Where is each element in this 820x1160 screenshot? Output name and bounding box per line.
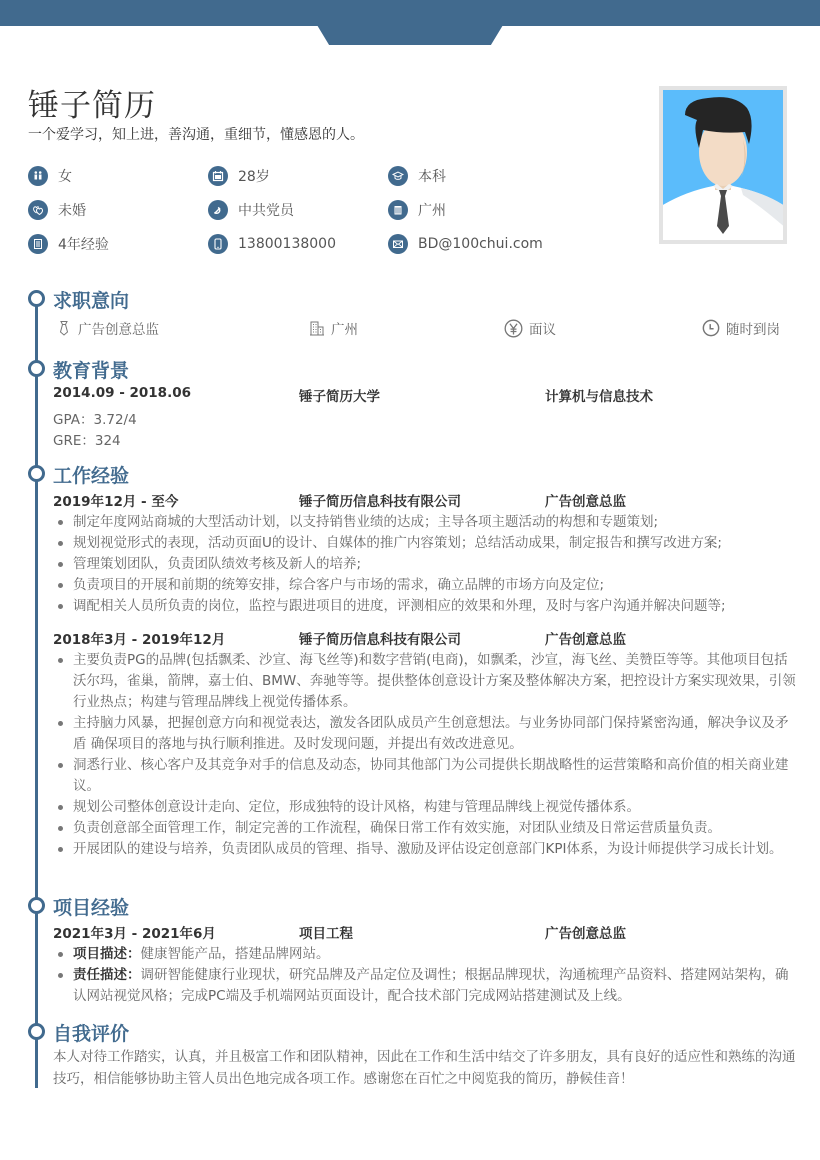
profile-photo: [659, 86, 787, 244]
document-icon: [28, 234, 48, 254]
yuan-icon: [504, 319, 523, 338]
section-title-education: 教育背景: [53, 360, 130, 382]
section-marker: [28, 290, 45, 307]
mail-icon: [388, 234, 408, 254]
list-item: 规划视觉形式的表现，活动页面U的设计、自媒体的推广内容策划；总结活动成果，制定报告和撰写改进方案;: [53, 533, 798, 554]
info-marital-value: 未婚: [58, 203, 86, 219]
project-desc: 健康智能产品，搭建品牌网站。: [140, 946, 330, 962]
phone-icon: [208, 234, 228, 254]
job-period: 2018年3月 - 2019年12月: [53, 632, 226, 648]
graduation-cap-icon: [388, 166, 408, 186]
project-role: 广告创意总监: [545, 926, 626, 942]
section-title-self: 自我评价: [53, 1023, 130, 1045]
section-title-intent: 求职意向: [53, 290, 130, 312]
education-gre: GRE：324: [53, 433, 121, 449]
calendar-icon: [208, 166, 228, 186]
section-title-project: 项目经验: [53, 897, 130, 919]
info-politics-value: 中共党员: [238, 203, 294, 219]
info-experience-value: 4年经验: [58, 237, 109, 253]
intent-city-value: 广州: [331, 322, 358, 338]
info-gender: [28, 164, 72, 188]
section-title-work: 工作经验: [53, 465, 130, 487]
list-item: [53, 944, 798, 965]
education-period: 2014.09 - 2018.06: [53, 385, 191, 401]
section-marker: [28, 1023, 45, 1040]
building-icon: [388, 200, 408, 220]
info-phone-value: 13800138000: [238, 236, 336, 252]
job-duties: [53, 650, 798, 860]
job-period: 2019年12月 - 至今: [53, 494, 179, 510]
project-desc-label: 项目描述：: [73, 946, 141, 962]
list-item: 制定年度网站商城的大型活动计划，以支持销售业绩的达成；主导各项主题活动的构想和专题策划;: [53, 512, 798, 533]
project-resp-label: 责任描述：: [73, 967, 141, 983]
resume-name: 锤子简历: [28, 88, 156, 124]
info-email-value: BD@100chui.com: [418, 236, 543, 252]
job-position: 广告创意总监: [545, 632, 626, 648]
info-degree-value: 本科: [418, 169, 446, 185]
info-experience: [28, 232, 109, 256]
list-item: 规划公司整体创意设计走向、定位，形成独特的设计风格，构建与管理品牌线上视觉传播体系。: [53, 797, 798, 818]
list-item: 主要负责PG的品牌(包括飘柔、沙宣、海飞丝等)和数字营销(电商)，如飘柔，沙宣，海飞丝、美赞臣等等。其他项目包括 沃尔玛，雀巢，箭牌，嘉士伯、BMW、奔驰等等。提供整体创意设计方案及整体解决方案，把控设计方案实现效果，引领行业热点；构建与管理品牌线上视觉传播体系。: [53, 650, 798, 713]
project-details: [53, 944, 798, 1007]
list-item: 管理策划团队，负责团队绩效考核及新人的培养;: [53, 554, 798, 575]
job-company: 锤子简历信息科技有限公司: [299, 494, 461, 510]
self-evaluation-text: 本人对待工作踏实，认真，并且极富工作和团队精神，因此在工作和生活中结交了许多朋友，具有良好的适应性和熟练的沟通技巧，相信能够协助主管人员出色地完成各项工作。感谢您在百忙之中阅览我的简历，静候佳音！: [53, 1049, 796, 1087]
job-position: 广告创意总监: [545, 494, 626, 510]
education-gpa: GPA：3.72/4: [53, 412, 137, 428]
info-email: [388, 232, 543, 256]
info-age-value: 28岁: [238, 169, 270, 185]
list-item: 开展团队的建设与培养，负责团队成员的管理、指导、激励及评估设定创意部门KPI体系，为设计师提供学习成长计划。: [53, 839, 798, 860]
intent-position-value: 广告创意总监: [78, 322, 159, 338]
education-major: 计算机与信息技术: [545, 389, 653, 405]
list-item: 调配相关人员所负责的岗位，监控与跟进项目的进度，评测相应的效果和外理，及时与客户沟通并解决问题等;: [53, 596, 798, 617]
intent-salary-value: 面议: [529, 322, 556, 338]
section-marker: [28, 360, 45, 377]
info-phone: [208, 232, 336, 256]
clock-icon: [702, 319, 720, 337]
info-city-value: 广州: [418, 203, 446, 219]
list-item: 负责项目的开展和前期的统筹安排，综合客户与市场的需求，确立品牌的市场方向及定位;: [53, 575, 798, 596]
intent-city: [309, 318, 358, 338]
info-city: [388, 198, 446, 222]
list-item: 洞悉行业、核心客户及其竞争对手的信息及动态，协同其他部门为公司提供长期战略性的运营策略和高价值的相关商业建议。: [53, 755, 798, 797]
section-marker: [28, 465, 45, 482]
avatar: [663, 90, 783, 240]
info-gender-value: 女: [58, 169, 72, 185]
project-resp: 调研智能健康行业现状，研究品牌及产品定位及调性；根据品牌现状，沟通梳理产品资料、搭建网站架构，确认网站视觉风格；完成PC端及手机端网站页面设计，配合技术部门完成网站搭建测试及上线。: [73, 967, 789, 1004]
list-item: 主持脑力风暴，把握创意方向和视觉表达，激发各团队成员产生创意想法。与业务协同部门保持紧密沟通，解决争议及矛盾 确保项目的落地与执行顺利推进。及时发现问题，并提出有效改进意见。: [53, 713, 798, 755]
list-item: [53, 965, 798, 1007]
timeline-line: [35, 300, 38, 1088]
job-duties: [53, 512, 798, 617]
project-period: 2021年3月 - 2021年6月: [53, 926, 216, 942]
intent-position: [56, 318, 159, 338]
building-icon: [309, 320, 325, 336]
info-politics: [208, 198, 294, 222]
info-marital: [28, 198, 86, 222]
intent-availability: [702, 318, 780, 338]
section-marker: [28, 897, 45, 914]
avatar-illustration: [663, 90, 783, 240]
info-age: [208, 164, 270, 188]
tie-icon: [56, 320, 72, 336]
header-tab-decoration: [317, 25, 503, 45]
resume-motto: 一个爱学习，知上进，善沟通，重细节，懂感恩的人。: [28, 127, 364, 143]
info-degree: [388, 164, 446, 188]
party-icon: [208, 200, 228, 220]
gender-icon: [28, 166, 48, 186]
education-school: 锤子简历大学: [299, 389, 380, 405]
header-banner: [0, 0, 820, 26]
project-name: 项目工程: [299, 926, 353, 942]
intent-availability-value: 随时到岗: [726, 322, 780, 338]
intent-salary: [504, 318, 556, 338]
job-company: 锤子简历信息科技有限公司: [299, 632, 461, 648]
hearts-icon: [28, 200, 48, 220]
list-item: 负责创意部全面管理工作，制定完善的工作流程，确保日常工作有效实施，对团队业绩及日常运营质量负责。: [53, 818, 798, 839]
